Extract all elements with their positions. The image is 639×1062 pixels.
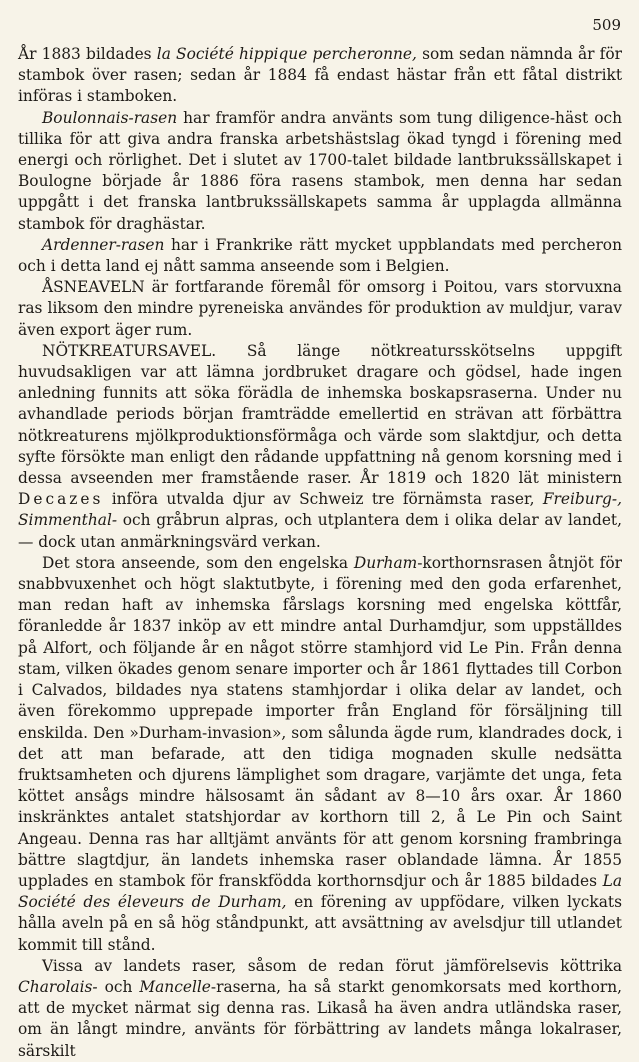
- text-run: har framför andra använts som tung diligence-häst och tillika för att giva andra franska arbetshästslag ökad tyngd i förening med energi och rörlighet. Det i slutet av 1700-talet bildade lantbrukssällskapet i Boulogne började år 1886 föra rasens stambok, men denna har sedan uppgått i det franska lantbrukssällskapets samma år upplagda allmänna stambok för draghästar.: [18, 108, 622, 233]
- italic-text: la Société hippique percheronne,: [156, 45, 417, 63]
- text-run: som sedan nämnda år för stambok över rasen; sedan år 1884 få endast hästar från ett fåtal distrikt införas i stamboken.: [18, 45, 622, 106]
- paragraph: [18, 235, 622, 277]
- italic-text: Mancelle: [139, 977, 211, 996]
- text-run: har i Frankrike rätt mycket uppblandats med percheron och i detta land ej nått samma anseende som i Belgien.: [18, 235, 622, 276]
- text-run: NÖTKREATURSAVEL. Så länge nötkreatursskötselns uppgift huvudsakligen var att lämna jordbruket dragare och gödsel, hade ingen anledning funnits att söka förädla de inhemska boskapsraserna. Under nu avhandlade periods början framträdde emellertid en strävan att förbättra nötkreaturens mjölkproduktionsförmåga och värde som slaktdjur, och detta syfte försökte man enligt den rådande uppfattning nå genom korsning med i dessa avseenden mer framstående raser. År 1819 och 1820 lät ministern: [18, 341, 622, 488]
- text-run: Det stora anseende, som den engelska: [42, 553, 354, 572]
- text-run: och: [97, 977, 140, 996]
- italic-text: Boulonnais-rasen: [42, 108, 178, 127]
- paragraph: [18, 341, 622, 553]
- paragraph: [18, 277, 622, 341]
- text-run: ÅSNEAVELN är fortfarande föremål för omsorg i Poitou, vars storvuxna ras liksom den mindre pyreneiska användes för produktion av muldjur, varav även export äger rum.: [18, 278, 622, 339]
- text-run: År 1883 bildades: [18, 45, 157, 63]
- text-run: och gråbrun alpras, och utplantera dem i olika delar av landet, — dock utan anmärkningsvärd verkan.: [18, 511, 622, 551]
- italic-text: La Société des éleveurs de Durham,: [18, 871, 622, 912]
- text-run: -korthornsrasen åtnjöt för snabbvuxenhet och högt slaktutbyte, i förening med den goda erfarenhet, man redan haft av inhemska fårslags korsning med engelska köttfår, föranledde år 1837 inköp av ett mindre antal Durhamdjur, som uppställdes på Alfort, och följande år en något större stamhjord vid Le Pin. Från denna stam, vilken ökades genom senare importer och år 1861 flyttades till Corbon i Calvados, bildades nya statens stamhjordar i olika delar av landet, och även förekommo upprepade importer från England för försäljning till enskilda. Den »Durham-invasion», som sålunda ägde rum, klandrades dock, i det att man befarade, att den tidiga mognaden skulle nedsätta fruktsamheten och djurens lämplighet som dragare, varjämte det unga, feta köttet ansågs mindre hälsosamt än sådant av 8—10 års oxar. År 1860 inskränktes antalet statshjordar av korthorn till 2, å Le Pin och Saint Angeau. Denna ras har alltjämt använts för att genom korsning frambringa bättre slagtdjur, än landets inhemska raser oblandade lämna. År 1855 upplades en stambok för franskfödda korthornsdjur och år 1885 bildades: [18, 553, 622, 890]
- italic-text: Durham: [353, 553, 418, 572]
- paragraph: [18, 44, 622, 108]
- text-run: -raserna, ha så starkt genomkorsats med korthorn, att de mycket närmat sig denna ras. Likaså ha även andra utländska raser, om än långt mindre, använts för förbättring av landets många lokalraser, särskilt: [18, 977, 622, 1060]
- paragraph: [18, 956, 622, 1062]
- page-number: 509: [592, 16, 621, 34]
- paragraph: [18, 553, 622, 956]
- paragraph: [18, 108, 622, 235]
- italic-text: Ardenner-rasen: [42, 235, 165, 254]
- italic-text: Freiburg-, Simmenthal-: [18, 490, 622, 530]
- spaced-name: Decazes: [18, 490, 104, 509]
- text-run: Vissa av landets raser, såsom de redan förut jämförelsevis köttrika: [42, 956, 622, 975]
- text-run: införa utvalda djur av Schweiz tre förnämsta raser,: [103, 490, 543, 509]
- text-body: [18, 44, 622, 1062]
- text-run: en förening av uppfödare, vilken lyckats hålla aveln på en så hög ståndpunkt, att avsättning av avelsdjur till utlandet kommit till stånd.: [18, 893, 622, 954]
- italic-text: Charolais-: [18, 977, 98, 996]
